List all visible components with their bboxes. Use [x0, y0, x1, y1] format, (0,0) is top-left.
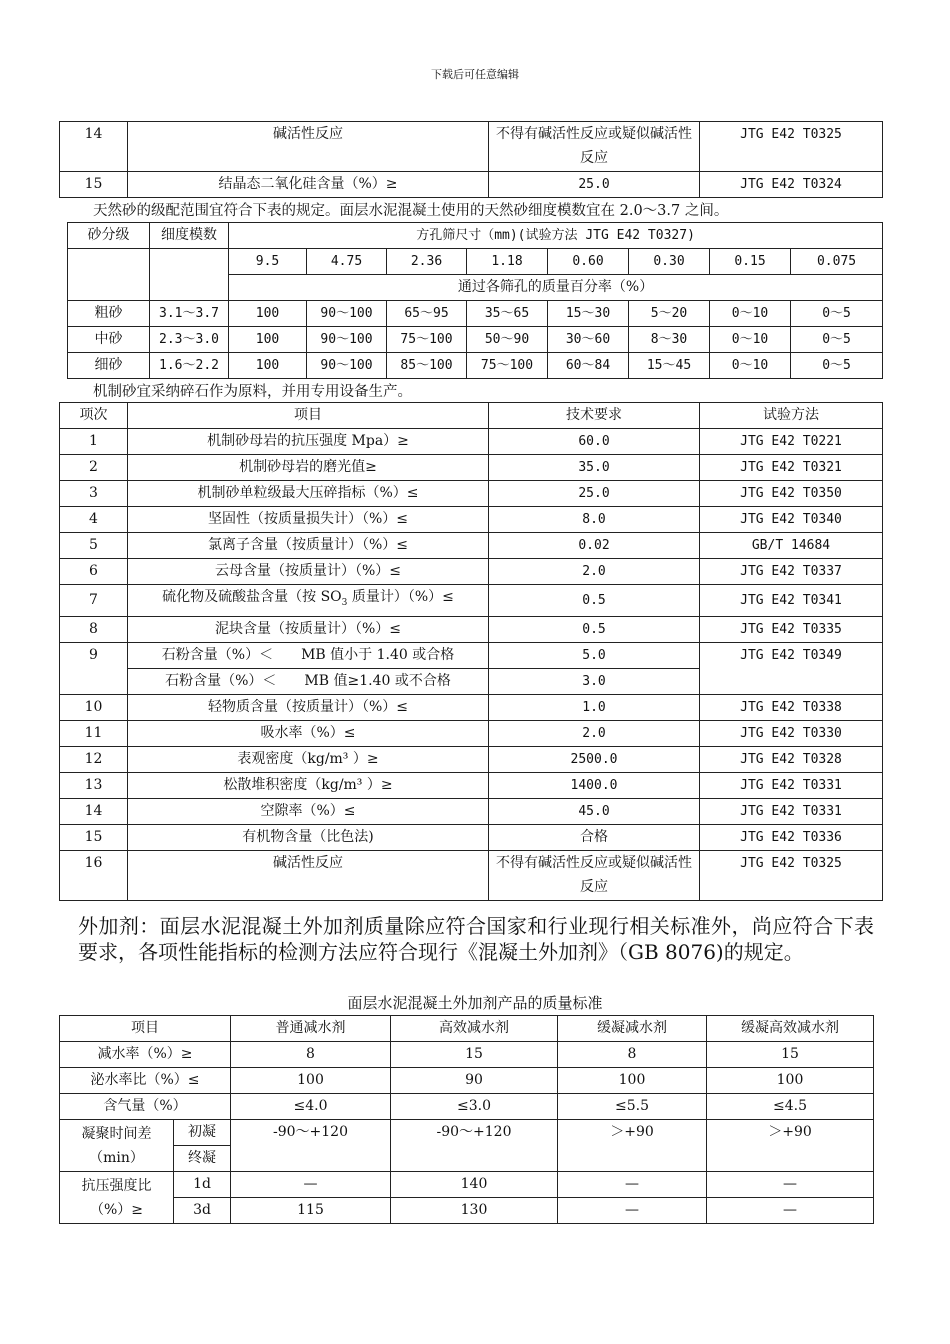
- table-row: [68, 327, 883, 353]
- header-item: 项目: [60, 1016, 231, 1042]
- requirement: 2500.0: [489, 746, 700, 772]
- requirement: 不得有碱活性反应或疑似碱活性反应: [489, 850, 700, 900]
- test-method: JTG E42 T0335: [700, 616, 883, 642]
- cell-value: —: [558, 1172, 707, 1198]
- row-number: 7: [60, 585, 128, 617]
- label-line: 凝聚时间差: [81, 1125, 152, 1142]
- cell-value: —: [707, 1172, 874, 1198]
- sieve-size: 2.36: [387, 249, 467, 275]
- test-method: JTG E42 T0328: [700, 746, 883, 772]
- row-number: 16: [60, 850, 128, 900]
- table-row: [60, 481, 883, 507]
- cell-value: —: [231, 1172, 391, 1198]
- requirement: 35.0: [489, 455, 700, 481]
- row-number: 8: [60, 616, 128, 642]
- row-label: 泌水率比（%）≤: [60, 1068, 231, 1094]
- cell-value: —: [558, 1198, 707, 1224]
- table-row: [60, 824, 883, 850]
- table-row: [68, 249, 883, 275]
- table-row: [60, 1198, 874, 1224]
- table-row: [60, 533, 883, 559]
- table-row: [60, 585, 883, 617]
- cell-value: ≤4.0: [231, 1094, 391, 1120]
- sub-label: 初凝: [174, 1120, 231, 1146]
- row-number: 11: [60, 720, 128, 746]
- table-row: [60, 746, 883, 772]
- passing-value: 0～5: [791, 327, 883, 353]
- table-row: [60, 1042, 874, 1068]
- passing-value: 75～100: [467, 353, 548, 379]
- row-number: 2: [60, 455, 128, 481]
- table-row: [60, 429, 883, 455]
- table-row: [68, 275, 883, 301]
- sieve-size: 1.18: [467, 249, 548, 275]
- page-header: 下载后可任意编辑: [431, 68, 519, 81]
- row-label: [60, 1172, 174, 1224]
- passing-value: 0～5: [791, 353, 883, 379]
- test-method: JTG E42 T0337: [700, 559, 883, 585]
- cell-value: 100: [707, 1068, 874, 1094]
- item-name: 石粉含量（%）＜ MB 值≥1.40 或不合格: [128, 668, 489, 694]
- test-method: JTG E42 T0331: [700, 772, 883, 798]
- passing-value: 100: [229, 301, 307, 327]
- passing-value: 100: [229, 327, 307, 353]
- sand-grading-table: [67, 222, 883, 379]
- header-type: 普通减水剂: [231, 1016, 391, 1042]
- cell-value: —: [707, 1198, 874, 1224]
- passing-value: 0～10: [710, 353, 791, 379]
- paragraph-admixture: 外加剂：面层水泥混凝土外加剂质量除应符合国家和行业现行相关标准外，尚应符合下表要求，各项性能指标的检测方法应符合现行《混凝土外加剂》（GB 8076)的规定。: [78, 914, 874, 964]
- row-number: 6: [60, 559, 128, 585]
- test-method: JTG E42 T0340: [700, 507, 883, 533]
- passing-value: 60～84: [548, 353, 629, 379]
- label-line: （min）: [89, 1149, 144, 1166]
- passing-value: 85～100: [387, 353, 467, 379]
- test-method: JTG E42 T0325: [700, 122, 883, 172]
- item-name: 松散堆积密度（kg/m³ ）≥: [128, 772, 489, 798]
- table-row: [60, 642, 883, 668]
- row-number: 4: [60, 507, 128, 533]
- row-number: 15: [60, 824, 128, 850]
- header-type: 缓凝高效减水剂: [707, 1016, 874, 1042]
- requirement: 25.0: [489, 172, 700, 198]
- cell-value: 115: [231, 1198, 391, 1224]
- admixture-table: [59, 1015, 874, 1224]
- test-method: JTG E42 T0341: [700, 585, 883, 617]
- passing-value: 30～60: [548, 327, 629, 353]
- cell-value: 140: [391, 1172, 558, 1198]
- test-method: JTG E42 T0221: [700, 429, 883, 455]
- requirement: 不得有碱活性反应或疑似碱活性反应: [489, 122, 700, 172]
- item-name: 机制砂母岩的磨光值≥: [128, 455, 489, 481]
- aggregate-table-continuation: [59, 121, 883, 198]
- requirement: 60.0: [489, 429, 700, 455]
- sand-class: 中砂: [68, 327, 150, 353]
- table-row: [60, 1068, 874, 1094]
- requirement: 0.02: [489, 533, 700, 559]
- item-name: 机制砂母岩的抗压强度 Mpa）≥: [128, 429, 489, 455]
- passing-value: 5～20: [629, 301, 710, 327]
- requirement: 0.5: [489, 616, 700, 642]
- cell-value: 100: [558, 1068, 707, 1094]
- table-row: [60, 616, 883, 642]
- requirement: 1400.0: [489, 772, 700, 798]
- header-sieve-size: 方孔筛尺寸（mm)(试验方法 JTG E42 T0327): [229, 223, 883, 249]
- label-line: 抗压强度比: [81, 1177, 152, 1194]
- header-sand-class: 砂分级: [68, 223, 150, 249]
- passing-value: 90～100: [307, 353, 387, 379]
- row-number: 14: [60, 122, 128, 172]
- header-passing-percent: 通过各筛孔的质量百分率（%）: [229, 275, 883, 301]
- fineness-modulus: 3.1～3.7: [150, 301, 229, 327]
- row-number: 13: [60, 772, 128, 798]
- table-row: [68, 223, 883, 249]
- test-method: JTG E42 T0338: [700, 694, 883, 720]
- passing-value: 8～30: [629, 327, 710, 353]
- table-row: [60, 798, 883, 824]
- table-row: [60, 1016, 874, 1042]
- item-name: 氯离子含量（按质量计）（%）≤: [128, 533, 489, 559]
- passing-value: 50～90: [467, 327, 548, 353]
- passing-value: 65～95: [387, 301, 467, 327]
- sand-class: 粗砂: [68, 301, 150, 327]
- requirement: 合格: [489, 824, 700, 850]
- cell-value: 15: [707, 1042, 874, 1068]
- test-method: JTG E42 T0336: [700, 824, 883, 850]
- test-method: JTG E42 T0325: [700, 850, 883, 900]
- table-caption: 面层水泥混凝土外加剂产品的质量标准: [347, 994, 603, 1012]
- sieve-size: 4.75: [307, 249, 387, 275]
- passing-value: 0～5: [791, 301, 883, 327]
- cell-value: ≤5.5: [558, 1094, 707, 1120]
- row-number: 3: [60, 481, 128, 507]
- table-row: [60, 1094, 874, 1120]
- test-method: JTG E42 T0350: [700, 481, 883, 507]
- header-fineness: 细度模数: [150, 223, 229, 249]
- header-item: 项目: [128, 403, 489, 429]
- passing-value: 15～30: [548, 301, 629, 327]
- fineness-modulus: 1.6～2.2: [150, 353, 229, 379]
- fineness-modulus: 2.3～3.0: [150, 327, 229, 353]
- requirement: 2.0: [489, 559, 700, 585]
- item-name: 吸水率（%）≤: [128, 720, 489, 746]
- passing-value: 75～100: [387, 327, 467, 353]
- passing-value: 0～10: [710, 327, 791, 353]
- item-name: 结晶态二氧化硅含量（%）≥: [128, 172, 489, 198]
- item-name: 坚固性（按质量损失计）（%）≤: [128, 507, 489, 533]
- table-row: [60, 1172, 874, 1198]
- sieve-size: 0.15: [710, 249, 791, 275]
- test-method: JTG E42 T0349: [700, 642, 883, 694]
- item-text: 质量计）（%）≤: [347, 589, 454, 605]
- cell-value: 100: [231, 1068, 391, 1094]
- header-method: 试验方法: [700, 403, 883, 429]
- item-name: 泥块含量（按质量计）（%）≤: [128, 616, 489, 642]
- paragraph-manufactured-sand: 机制砂宜采纳碎石作为原料，并用专用设备生产。: [93, 384, 412, 400]
- row-label: [60, 1120, 174, 1172]
- item-name: 石粉含量（%）＜ MB 值小于 1.40 或合格: [128, 642, 489, 668]
- item-name: 云母含量（按质量计）（%）≤: [128, 559, 489, 585]
- cell-value: ＞+90: [707, 1120, 874, 1172]
- item-name: 轻物质含量（按质量计）（%）≤: [128, 694, 489, 720]
- passing-value: 0～10: [710, 301, 791, 327]
- requirement: 0.5: [489, 585, 700, 617]
- table-row: [60, 850, 883, 900]
- table-row: [60, 455, 883, 481]
- table-row: [60, 720, 883, 746]
- table-row: [60, 403, 883, 429]
- requirement: 1.0: [489, 694, 700, 720]
- cell-value: ≤4.5: [707, 1094, 874, 1120]
- item-name: 表观密度（kg/m³ ）≥: [128, 746, 489, 772]
- passing-value: 90～100: [307, 301, 387, 327]
- table-row: [60, 507, 883, 533]
- sub-label: 1d: [174, 1172, 231, 1198]
- row-number: 10: [60, 694, 128, 720]
- requirement: 25.0: [489, 481, 700, 507]
- header-requirement: 技术要求: [489, 403, 700, 429]
- row-number: 14: [60, 798, 128, 824]
- test-method: JTG E42 T0331: [700, 798, 883, 824]
- requirement: 8.0: [489, 507, 700, 533]
- requirement: 2.0: [489, 720, 700, 746]
- row-number: 1: [60, 429, 128, 455]
- cell-value: -90～+120: [231, 1120, 391, 1172]
- passing-value: 35～65: [467, 301, 548, 327]
- header-type: 缓凝减水剂: [558, 1016, 707, 1042]
- cell-value: -90～+120: [391, 1120, 558, 1172]
- item-name: 碱活性反应: [128, 122, 489, 172]
- table-row: [60, 1120, 874, 1146]
- sieve-size: 0.075: [791, 249, 883, 275]
- header-type: 高效减水剂: [391, 1016, 558, 1042]
- requirement: 5.0: [489, 642, 700, 668]
- item-text: 硫化物及硫酸盐含量（按 SO: [162, 589, 342, 605]
- sieve-size: 0.30: [629, 249, 710, 275]
- test-method: GB/T 14684: [700, 533, 883, 559]
- item-name: 空隙率（%）≤: [128, 798, 489, 824]
- item-name: 机制砂单粒级最大压碎指标（%）≤: [128, 481, 489, 507]
- requirement: 3.0: [489, 668, 700, 694]
- item-name: 碱活性反应: [128, 850, 489, 900]
- passing-value: 100: [229, 353, 307, 379]
- requirement: 45.0: [489, 798, 700, 824]
- table-row: [60, 172, 883, 198]
- row-number: 5: [60, 533, 128, 559]
- row-number: 9: [60, 642, 128, 694]
- sieve-size: 0.60: [548, 249, 629, 275]
- cell-value: 8: [231, 1042, 391, 1068]
- manufactured-sand-table: [59, 402, 883, 901]
- table-row: [60, 694, 883, 720]
- table-row: [68, 353, 883, 379]
- table-row: [60, 559, 883, 585]
- test-method: JTG E42 T0330: [700, 720, 883, 746]
- passing-value: 90～100: [307, 327, 387, 353]
- cell-value: 130: [391, 1198, 558, 1224]
- cell-value: ＞+90: [558, 1120, 707, 1172]
- test-method: JTG E42 T0321: [700, 455, 883, 481]
- paragraph-natural-sand: 天然砂的级配范围宜符合下表的规定。面层水泥混凝土使用的天然砂细度模数宜在 2.0～3.7 之间。: [93, 203, 729, 219]
- cell-value: ≤3.0: [391, 1094, 558, 1120]
- passing-value: 15～45: [629, 353, 710, 379]
- subscript: 3: [341, 597, 348, 608]
- row-label: 含气量（%）: [60, 1094, 231, 1120]
- sub-label: 终凝: [174, 1146, 231, 1172]
- table-row: [68, 301, 883, 327]
- header-no: 项次: [60, 403, 128, 429]
- table-row: [60, 772, 883, 798]
- sub-label: 3d: [174, 1198, 231, 1224]
- sand-class: 细砂: [68, 353, 150, 379]
- cell-value: 15: [391, 1042, 558, 1068]
- row-number: 15: [60, 172, 128, 198]
- row-label: 减水率（%）≥: [60, 1042, 231, 1068]
- sieve-size: 9.5: [229, 249, 307, 275]
- table-row: [60, 122, 883, 172]
- row-number: 12: [60, 746, 128, 772]
- item-name: 有机物含量（比色法): [128, 824, 489, 850]
- cell-value: 8: [558, 1042, 707, 1068]
- label-line: （%）≥: [89, 1201, 144, 1218]
- cell-value: 90: [391, 1068, 558, 1094]
- item-name: [128, 585, 489, 617]
- test-method: JTG E42 T0324: [700, 172, 883, 198]
